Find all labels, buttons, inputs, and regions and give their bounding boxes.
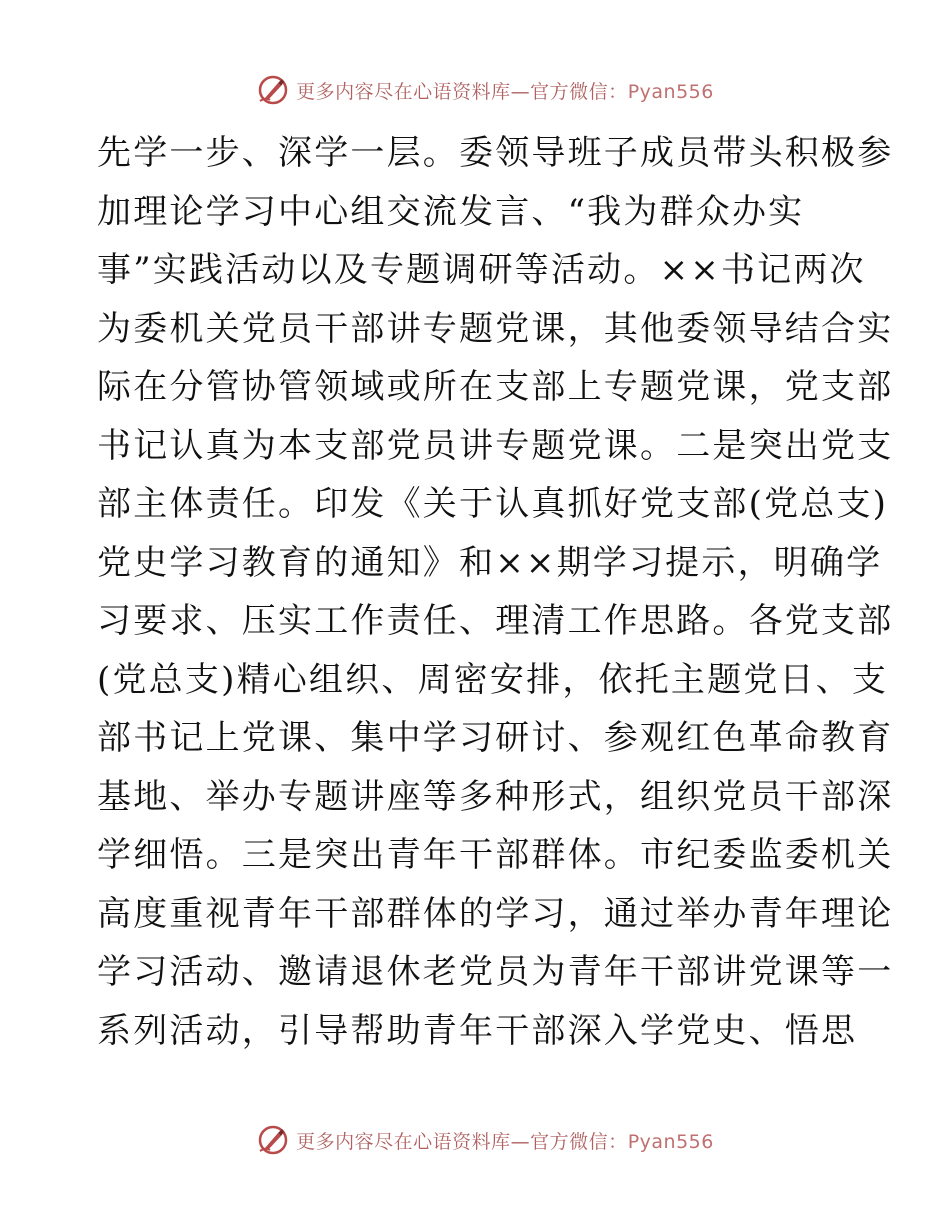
body-line: 际在分管协管领域或所在支部上专题党课，党支部	[97, 367, 894, 407]
body-line: 为委机关党员干部讲专题党课，其他委领导结合实	[97, 308, 894, 349]
body-line: 部书记上党课、集中学习研讨、参观红色革命教育	[97, 718, 894, 758]
document-body	[97, 124, 894, 1060]
pen-logo-icon	[256, 73, 290, 107]
watermark-handle: Pyan556	[627, 80, 714, 103]
footer-watermark	[0, 1120, 950, 1160]
watermark-separator: —官方微信：	[510, 1130, 628, 1153]
watermark-group	[256, 73, 714, 107]
body-line: 书记认真为本支部党员讲专题党课。二是突出党支	[97, 425, 894, 466]
body-line: 高度重视青年干部群体的学习，通过举办青年理论	[97, 893, 894, 934]
body-line: (党总支)精心组织、周密安排，依托主题党日、支	[97, 659, 889, 700]
pen-logo-icon	[256, 1123, 290, 1157]
body-line: 习要求、压实工作责任、理清工作思路。各党支部	[97, 601, 894, 641]
body-line: 先学一步、深学一层。委领导班子成员带头积极参	[97, 133, 894, 173]
header-watermark	[0, 70, 950, 110]
body-line: 部主体责任。印发《关于认真抓好党支部(党总支)	[97, 484, 889, 524]
body-line: 学习活动、邀请退休老党员为青年干部讲党课等一	[97, 952, 894, 992]
body-line: 事”实践活动以及专题调研等活动。××书记两次	[97, 250, 866, 290]
watermark-text	[296, 1127, 714, 1154]
body-line: 学细悟。三是突出青年干部群体。市纪委监委机关	[97, 835, 894, 875]
body-line: 系列活动，引导帮助青年干部深入学党史、悟思	[97, 1010, 858, 1051]
body-line: 加理论学习中心组交流发言、“我为群众办实	[97, 191, 805, 232]
watermark-title: 更多内容尽在心语资料库	[296, 80, 511, 103]
watermark-text	[296, 77, 714, 104]
body-line: 党史学习教育的通知》和××期学习提示，明确学	[97, 542, 883, 583]
watermark-separator: —官方微信：	[510, 80, 628, 103]
watermark-handle: Pyan556	[627, 1130, 714, 1153]
body-line: 基地、举办专题讲座等多种形式，组织党员干部深	[97, 776, 894, 817]
watermark-group	[256, 1123, 714, 1157]
watermark-title: 更多内容尽在心语资料库	[296, 1130, 511, 1153]
